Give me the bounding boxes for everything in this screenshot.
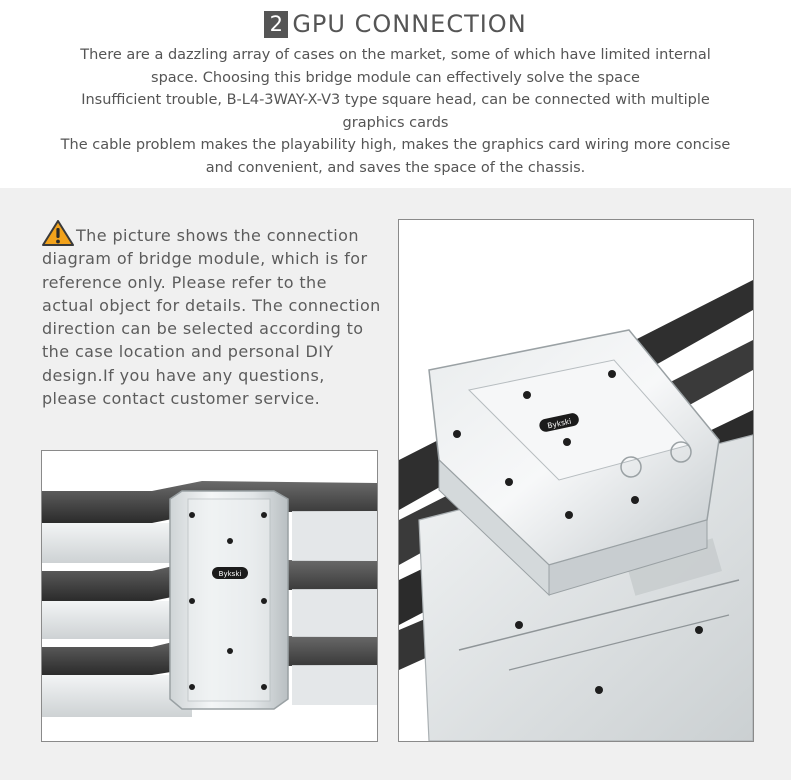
content-panel [0, 188, 791, 780]
bridge-angled-illustration [399, 220, 753, 741]
intro-line: The cable problem makes the playability high, makes the graphics card wiring more concise [60, 137, 731, 153]
section-header [0, 0, 791, 188]
bridge-front-illustration [42, 451, 377, 741]
brand-logo-text: Bykski [218, 570, 242, 578]
bridge-module [170, 491, 288, 709]
notice-body: The picture shows the connection diagram of bridge module, which is for reference only. Please refer to the actual object for details. The connection direction can be selected according to the case location and personal DIY design.If you have any questions, please contact customer service. [42, 226, 381, 409]
section-title: GPU CONNECTION [292, 10, 527, 38]
intro-text [20, 44, 771, 179]
intro-line: space. Choosing this bridge module can effectively solve the space [151, 69, 640, 86]
intro-line: graphics cards [342, 114, 449, 131]
brand-logo-text: Bykski [546, 416, 573, 431]
intro-line: Insufficient trouble, B-L4-3WAY-X-V3 type square head, can be connected with multiple [81, 92, 710, 108]
intro-line: There are a dazzling array of cases on the market, some of which have limited internal [80, 47, 711, 63]
bridge-photo-right [398, 219, 754, 742]
bridge-photo-left [41, 450, 378, 742]
notice-text [42, 220, 382, 410]
intro-line: and convenient, and saves the space of the chassis. [205, 159, 586, 176]
warning-triangle-icon [42, 220, 74, 246]
section-number-badge: 2 [264, 11, 288, 38]
section-title-row [0, 8, 791, 40]
